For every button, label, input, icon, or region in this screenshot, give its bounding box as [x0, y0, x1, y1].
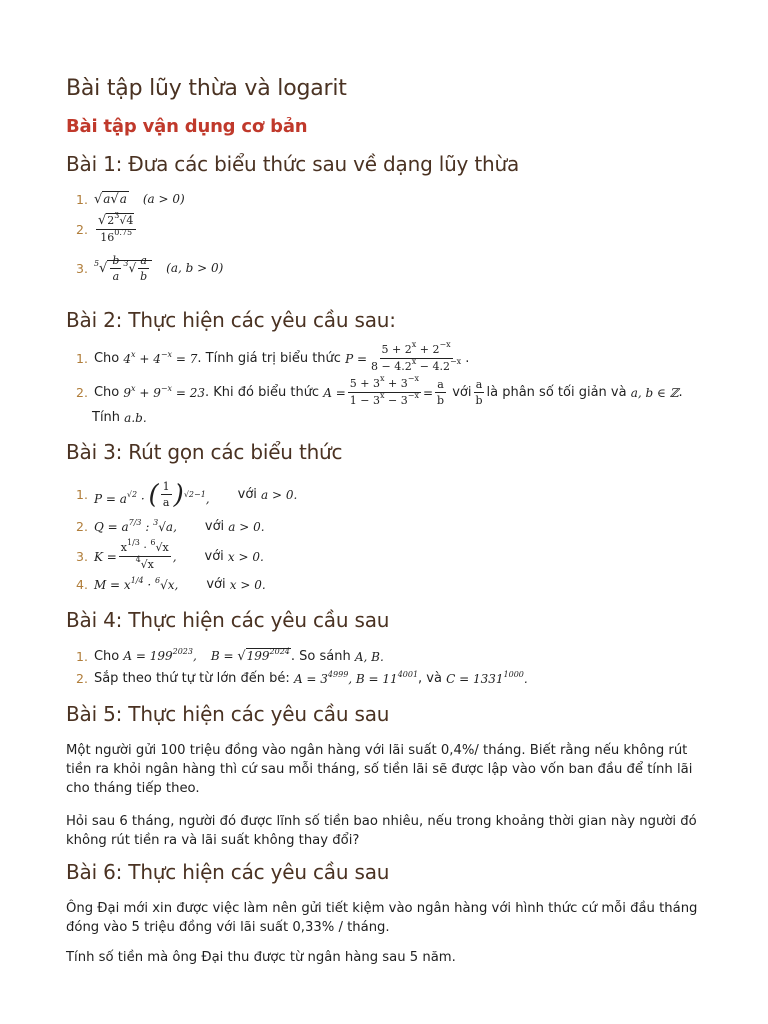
list-number: 2.: [76, 385, 88, 400]
list-number: 3.: [76, 549, 88, 564]
list-text: với: [237, 487, 257, 502]
list-item: [76, 254, 223, 283]
list-text: , và: [418, 671, 442, 686]
list-number: 2.: [76, 671, 88, 686]
math-expression: a > 0.: [228, 519, 265, 534]
list-item: 2. Cho $9^x + 9^{-x} = 23$ . Khi đó biểu thức A = $\frac{5 + 3^x + 3^{-x}}{1 - 3^x - 3^{-x}}$ = $\frac{a}{b}$ với $\frac{a}{b}$ là phân số tối giản và a, b ∈ ℤ .: [76, 374, 683, 407]
math-expression: $A = 3^{4999}$, $B = 11^{4001}$: [293, 669, 419, 686]
math-expression: $P = a^{√2}$ · (: [93, 479, 159, 510]
math-expression: P =: [345, 351, 368, 366]
list-number: 2.: [76, 222, 88, 237]
math-fraction: $\frac{√2^3√4}{16^{0.75}}$: [96, 214, 136, 245]
list-text: với: [206, 577, 226, 592]
math-expression: a.b.: [124, 410, 147, 425]
math-expression: x > 0.: [229, 577, 266, 592]
page-title: Bài tập lũy thừa và logarit: [66, 76, 347, 101]
math-fraction: $\frac{5 + 3^x + 3^{-x}}{1 - 3^x - 3^{-x}}$: [349, 374, 419, 407]
list-text: Cho: [93, 351, 120, 366]
list-item: [76, 211, 138, 245]
paragraph: Ông Đại mới xin được việc làm nên gửi tiết kiệm vào ngân hàng với hình thức cứ mỗi đầu tháng đóng vào 5 triệu đồng với lãi suất 0,33% / tháng.: [66, 901, 698, 935]
math-expression: K =: [93, 549, 117, 564]
list-text: với: [204, 519, 225, 534]
list-text: Sắp theo thứ tự từ lớn đến bé:: [93, 671, 290, 686]
math-fraction: $\frac{1}{a}$: [162, 480, 170, 509]
math-expression: √a√a (a > 0): [93, 192, 185, 207]
math-expression: a > 0.: [261, 487, 298, 502]
paragraph: Tính số tiền mà ông Đại thu được từ ngân hàng sau 5 năm.: [66, 950, 456, 965]
list-text: . Khi đó biểu thức: [205, 385, 320, 400]
math-expression: A, B.: [354, 649, 384, 664]
list-number: 3.: [76, 261, 88, 276]
section-heading-bai-5: Bài 5: Thực hiện các yêu cầu sau: [66, 702, 390, 726]
list-number: 4.: [76, 577, 88, 592]
list-item: [76, 519, 265, 534]
section-heading-bai-6: Bài 6: Thực hiện các yêu cầu sau: [66, 860, 390, 884]
math-fraction: $\frac{5 + 2^x + 2^{-x}}{8 - 4.2^x - 4.2^{-x}}$: [371, 340, 462, 373]
list-text: . Tính giá trị biểu thức: [197, 351, 341, 366]
list-item: [76, 671, 528, 686]
list-item: [76, 577, 266, 592]
section-heading-bai-3: Bài 3: Rút gọn các biểu thức: [66, 440, 343, 464]
list-text: Tính: [92, 410, 121, 425]
section-heading-bai-2: Bài 2: Thực hiện các yêu cầu sau:: [66, 308, 396, 332]
list-text: . So sánh: [290, 649, 351, 664]
math-expression: $9^x + 9^{-x} = 23$: [123, 383, 206, 400]
math-expression: x > 0.: [227, 549, 264, 564]
list-item: [76, 649, 384, 664]
math-expression: $^5$√ $\frac{b}{a}$ $^3$√ $\frac{a}{b}$ (a, b > 0): [93, 254, 224, 283]
list-text: Cho: [93, 649, 120, 664]
math-expression: a, b ∈ ℤ: [630, 385, 679, 400]
section-heading-bai-1: Bài 1: Đưa các biểu thức sau về dạng lũy thừa: [66, 152, 520, 176]
paragraph: Hỏi sau 6 tháng, người đó được lĩnh số tiền bao nhiêu, nếu trong khoảng thời gian này người đó không rút tiền ra và lãi suất không thay đổi?: [66, 814, 697, 848]
list-item-continuation: [92, 410, 147, 425]
paragraph: Một người gửi 100 triệu đồng vào ngân hàng với lãi suất 0,4%/ tháng. Biết rằng nếu không rút tiền ra khỏi ngân hàng thì cứ sau mỗi tháng, số tiền lãi sẽ được lập vào vốn ban đầu để tính lãi cho tháng tiếp theo.: [66, 743, 693, 796]
math-expression: $4^x + 4^{-x} = 7$: [123, 349, 198, 366]
list-text: là phân số tối giản và: [486, 385, 627, 400]
math-fraction: $\frac{x^{1/3} \cdot ^6√x}{^4√x}$: [120, 538, 169, 571]
list-text: Cho: [93, 385, 120, 400]
math-expression: $C = 1331^{1000}$.: [446, 669, 528, 686]
list-item: 1. $P = a^{√2}$ · ( $\frac{1}{a}$ )$^{√2-1}$, với a > 0.: [76, 479, 298, 510]
list-item: [76, 192, 185, 207]
list-text: với: [452, 385, 472, 400]
math-expression: $A = 199^{2023}$, $B = √199^{2024}$: [123, 647, 290, 664]
list-item: 1. Cho $4^x + 4^{-x} = 7$ . Tính giá trị biểu thức P = $\frac{5 + 2^x + 2^{-x}}{8 - 4.2^x - 4.2^{-x}}$ .: [76, 340, 470, 373]
list-number: 1.: [76, 487, 88, 502]
list-number: 1.: [76, 649, 88, 664]
list-text: với: [204, 549, 224, 564]
math-expression: $M = x^{1/4} \cdot ^6√x$,: [93, 575, 179, 592]
list-number: 1.: [76, 192, 88, 207]
section-heading-bai-4: Bài 4: Thực hiện các yêu cầu sau: [66, 608, 390, 632]
math-fraction: $\frac{a}{b}$: [475, 378, 483, 407]
page-subtitle: Bài tập vận dụng cơ bản: [66, 116, 308, 137]
math-fraction: $\frac{a}{b}$: [437, 378, 445, 407]
math-expression: $Q = a^{7/3}$ : $^3$√a,: [93, 517, 177, 534]
math-expression: A =: [323, 385, 346, 400]
list-number: 1.: [76, 351, 88, 366]
list-item: 3. K = $\frac{x^{1/3} \cdot ^6√x}{^4√x}$ , với x > 0.: [76, 538, 264, 571]
list-number: 2.: [76, 519, 88, 534]
